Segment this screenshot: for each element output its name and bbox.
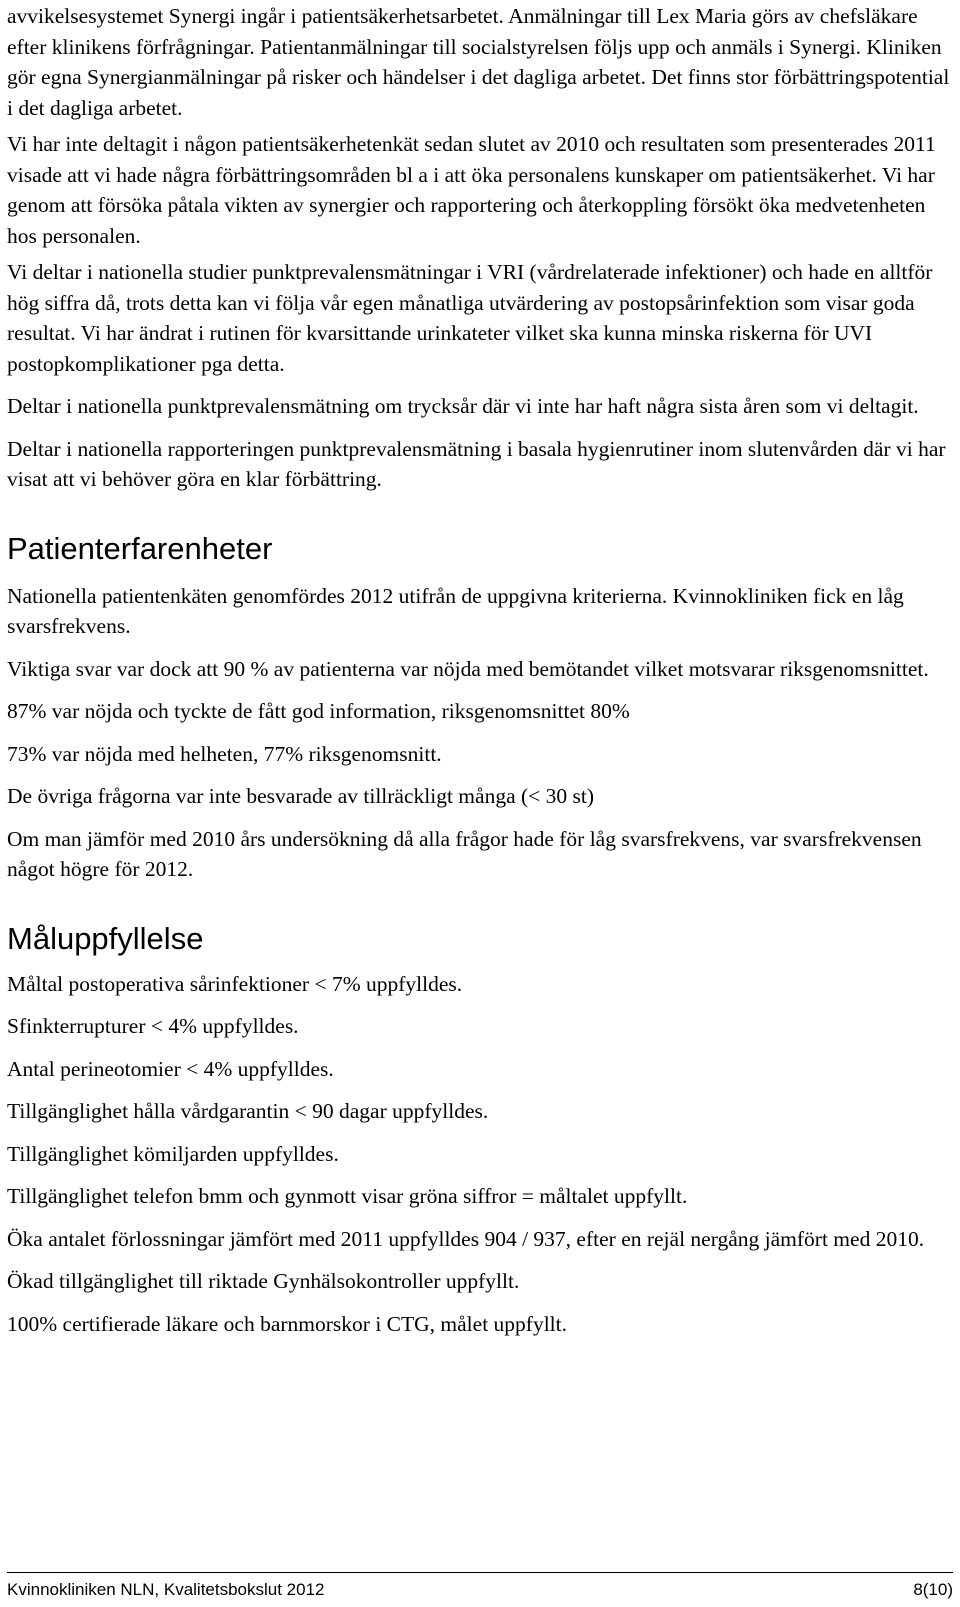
paragraph-ovriga-fragor: De övriga frågorna var inte besvarade av tillräckligt många (< 30 st): [7, 784, 595, 808]
heading-patienterfarenheter: Patienterfarenheter: [7, 530, 273, 566]
goal-item: Tillgänglighet telefon bmm och gynmott visar gröna siffror = måltalet uppfyllt.: [7, 1184, 688, 1208]
goal-item: Ökad tillgänglighet till riktade Gynhälsokontroller uppfyllt.: [7, 1269, 520, 1293]
paragraph-patientenkaten: Nationella patientenkäten genomfördes 2012 utifrån de uppgivna kriterierna. Kvinnokliniken fick en låg svarsfrekvens.: [7, 583, 904, 638]
paragraph-helheten: 73% var nöjda med helheten, 77% riksgenomsnitt.: [7, 741, 442, 766]
document-page: [7, 0, 953, 1339]
heading-maluppfyllelse: Måluppfyllelse: [7, 920, 204, 956]
paragraph-information: 87% var nöjda och tyckte de fått god information, riksgenomsnittet 80%: [7, 699, 630, 723]
paragraph-bemotande: Viktiga svar var dock att 90 % av patienterna var nöjda med bemötandet vilket motsvarar riksgenomsnittet.: [7, 656, 929, 681]
page-footer: [7, 1572, 953, 1601]
goal-item: 100% certifierade läkare och barnmorskor i CTG, målet uppfyllt.: [7, 1311, 567, 1336]
paragraph-jamforelse-2010: Om man jämför med 2010 års undersökning då alla frågor hade för låg svarsfrekvens, var svarsfrekvensen något högre för 2012.: [7, 826, 922, 881]
goal-item: Tillgänglighet kömiljarden uppfylldes.: [7, 1141, 339, 1166]
paragraph-synergi: avvikelsesystemet Synergi ingår i patientsäkerhetsarbetet. Anmälningar till Lex Maria görs av chefsläkare efter klinikens förfrågningar. Patientanmälningar till socialstyrelsen följs upp och anmäls i Synergi. Kliniken gör egna Synergianmälningar på risker och händelser i det dagliga arbetet. Det finns stor förbättringspotential i det dagliga arbetet.: [7, 4, 950, 120]
paragraph-patientsakerhetsenkat: Vi har inte deltagit i någon patientsäkerhetenkät sedan slutet av 2010 och resultaten som presenterades 2011 visade att vi hade några förbättringsområden bl a i att öka personalens kunskaper om patientsäkerhet. Vi har genom att försöka påtala vikten av synergier och rapportering och återkoppling försökt öka medvetenheten hos personalen.: [7, 132, 936, 248]
goal-item: Tillgänglighet hålla vårdgarantin < 90 dagar uppfylldes.: [7, 1099, 489, 1123]
paragraph-vri-studier: Vi deltar i nationella studier punktprevalensmätningar i VRI (vårdrelaterade infektioner) och hade en alltför hög siffra då, trots detta kan vi följa vår egen månatliga utvärdering av postopsårinfektion som visar goda resultat. Vi har ändrat i rutinen för kvarsittande urinkateter vilket ska kunna minska riskerna för UVI postopkomplikationer pga detta.: [7, 260, 933, 376]
footer-page-number: 8(10): [913, 1580, 953, 1599]
goal-item: Måltal postoperativa sårinfektioner < 7% uppfylldes.: [7, 971, 463, 996]
goal-item: Öka antalet förlossningar jämfört med 2011 uppfylldes 904 / 937, efter en rejäl nergång jämfört med 2010.: [7, 1226, 925, 1251]
footer-document-title: Kvinnokliniken NLN, Kvalitetsbokslut 2012: [7, 1580, 325, 1599]
paragraph-trycksar: Deltar i nationella punktprevalensmätning om trycksår där vi inte har haft några sista åren som vi deltagit.: [7, 394, 919, 418]
goal-item: Sfinkterrupturer < 4% uppfylldes.: [7, 1014, 299, 1038]
paragraph-hygienrutiner: Deltar i nationella rapporteringen punktprevalensmätning i basala hygienrutiner inom slutenvården där vi har visat att vi behöver göra en klar förbättring.: [7, 436, 946, 491]
goal-item: Antal perineotomier < 4% uppfylldes.: [7, 1056, 334, 1081]
